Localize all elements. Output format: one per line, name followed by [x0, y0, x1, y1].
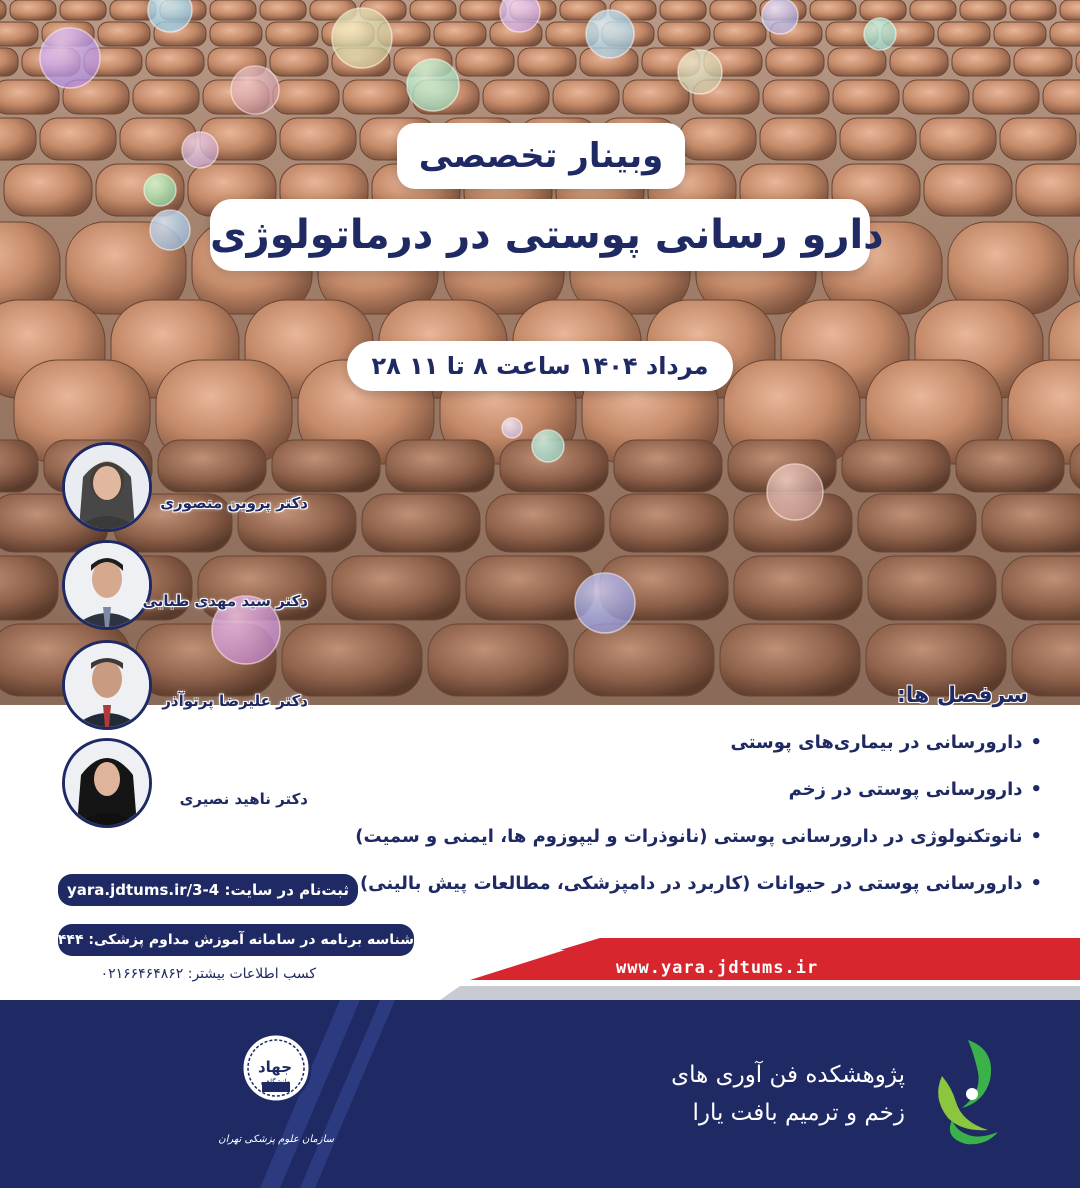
skin-cell	[924, 164, 1012, 216]
skin-cell	[1014, 48, 1072, 76]
nanoparticle-highlight	[762, 0, 798, 34]
skin-cell	[982, 494, 1080, 552]
nanoparticle-highlight	[767, 464, 823, 520]
skin-cell	[456, 48, 514, 76]
skin-cell	[4, 164, 92, 216]
nanoparticle-highlight	[144, 174, 176, 206]
skin-cell	[714, 22, 766, 46]
skin-cell	[973, 80, 1039, 114]
skin-cell	[332, 556, 460, 620]
skin-cell	[270, 48, 328, 76]
skin-cell	[0, 22, 38, 46]
skin-cell	[40, 118, 116, 160]
topic-item	[322, 732, 1042, 779]
nanoparticle-highlight	[332, 8, 392, 68]
skin-cell	[273, 80, 339, 114]
speaker-photo	[62, 738, 152, 828]
jahad-logo-subtext: دانشگاهی	[260, 1078, 290, 1086]
speaker-card	[58, 540, 308, 634]
speaker-name: دکتر سید مهدی طبایی	[142, 592, 308, 610]
institute-name-line1: پژوهشکده فن آوری های	[671, 1062, 905, 1088]
nanoparticle-highlight	[502, 418, 522, 438]
nanoparticle-highlight	[532, 430, 564, 462]
speaker-photo	[62, 640, 152, 730]
skin-cell	[610, 494, 728, 552]
skin-cell	[956, 440, 1064, 492]
institute-name-line2: زخم و ترمیم بافت یارا	[692, 1100, 905, 1126]
topic-text: دارورسانی پوستی در زخم	[788, 779, 1023, 800]
speaker-photo	[62, 540, 152, 630]
skin-cell	[0, 556, 58, 620]
topic-text: دارورسانی در بیماری‌های پوستی	[730, 732, 1023, 753]
skin-cell	[133, 80, 199, 114]
speaker-name: دکتر ناهید نصیری	[179, 790, 308, 808]
yara-logo-icon	[928, 1036, 1004, 1148]
cme-program-id: شناسه برنامه در سامانه آموزش مداوم پزشکی: ۳۳۶۴۴۴	[58, 924, 414, 956]
topic-item	[322, 779, 1042, 826]
skin-cell	[10, 0, 56, 20]
skin-cell	[658, 22, 710, 46]
topic-item	[322, 873, 1042, 920]
skin-cell	[574, 624, 714, 696]
speaker-card	[58, 640, 308, 734]
speaker-name: دکتر پروین منصوری	[160, 494, 308, 512]
skin-cell	[1043, 80, 1080, 114]
skin-cell	[614, 440, 722, 492]
skin-cell	[266, 22, 318, 46]
skin-cell	[386, 440, 494, 492]
skin-cell	[660, 0, 706, 20]
skin-cell	[518, 48, 576, 76]
nanoparticle-highlight	[231, 66, 279, 114]
skin-cell	[553, 80, 619, 114]
skin-cell	[1002, 556, 1080, 620]
skin-cell	[210, 0, 256, 20]
nanoparticle-highlight	[586, 10, 634, 58]
skin-cell	[994, 22, 1046, 46]
speaker-card	[58, 442, 308, 536]
nanoparticle-highlight	[864, 18, 896, 50]
skin-cell	[0, 48, 18, 76]
jahad-caption: سازمان علوم پزشکی تهران	[218, 1134, 334, 1145]
skin-cell	[763, 80, 829, 114]
nanoparticle-highlight	[678, 50, 722, 94]
institute-name	[671, 1056, 905, 1132]
skin-cell	[0, 440, 38, 492]
date-time-badge: ۲۸ مرداد ۱۴۰۴ ساعت ۸ تا ۱۱	[347, 341, 733, 391]
skin-cell	[362, 494, 480, 552]
speaker-photo	[62, 442, 152, 532]
topic-text: نانوتکنولوژی در دارورسانی پوستی (نانوذرات و لیپوزوم ها، ایمنی و سمیت)	[355, 826, 1023, 847]
skin-cell	[210, 22, 262, 46]
topic-text: دارورسانی پوستی در حیوانات (کاربرد در دامپزشکی، مطالعات پیش بالینی)	[359, 873, 1023, 894]
skin-cell	[428, 624, 568, 696]
skin-cell	[833, 80, 899, 114]
skin-cell	[98, 22, 150, 46]
skin-cell	[960, 0, 1006, 20]
bullet-icon: •	[1030, 732, 1042, 753]
skin-cell	[460, 0, 506, 20]
navy-band	[0, 1000, 1080, 1188]
bullet-icon: •	[1030, 873, 1042, 894]
skin-cell	[680, 118, 756, 160]
skin-cell	[810, 0, 856, 20]
skin-cell	[720, 624, 860, 696]
skin-cell	[623, 80, 689, 114]
topics-heading: سرفصل ها:	[896, 683, 1028, 708]
skin-cell	[910, 0, 956, 20]
skin-cell	[766, 48, 824, 76]
skin-cell	[1050, 22, 1080, 46]
skin-cell	[60, 0, 106, 20]
nanoparticle-highlight	[40, 28, 100, 88]
bullet-icon: •	[1030, 779, 1042, 800]
skin-cell	[486, 494, 604, 552]
skin-cell	[466, 556, 594, 620]
skin-cell	[1076, 48, 1080, 76]
speaker-card	[58, 738, 308, 832]
jahad-logo-text: جهاد	[257, 1058, 293, 1076]
skin-cell	[842, 440, 950, 492]
skin-cell	[868, 556, 996, 620]
skin-cell	[1000, 118, 1076, 160]
skin-cell	[840, 118, 916, 160]
webinar-subject: دارو رسانی پوستی در درماتولوژی	[210, 199, 870, 271]
speaker-name: دکتر علیرضا پرتوآذر	[162, 692, 308, 710]
topics-list	[322, 732, 1042, 920]
skin-cell	[760, 118, 836, 160]
skin-cell	[860, 0, 906, 20]
skin-cell	[483, 80, 549, 114]
skin-cell	[710, 0, 756, 20]
skin-cell	[890, 48, 948, 76]
skin-cell	[1074, 222, 1080, 314]
nanoparticle-highlight	[407, 59, 459, 111]
skin-cell	[938, 22, 990, 46]
skin-cell	[260, 0, 306, 20]
skin-cell	[920, 118, 996, 160]
website-url[interactable]: www.yara.jdtums.ir	[616, 958, 819, 978]
skin-cell	[1016, 164, 1080, 216]
nanoparticle-highlight	[150, 210, 190, 250]
skin-cell	[858, 494, 976, 552]
nanoparticle-highlight	[182, 132, 218, 168]
registration-link[interactable]: ثبت‌نام در سایت: yara.jdtums.ir/3-4	[58, 874, 358, 906]
nanoparticle-highlight	[575, 573, 635, 633]
topic-item	[322, 826, 1042, 873]
skin-cell	[434, 22, 486, 46]
skin-cell	[0, 118, 36, 160]
skin-cell	[734, 556, 862, 620]
nanoparticle-highlight	[500, 0, 540, 32]
webinar-title: وبینار تخصصی	[397, 123, 685, 189]
skin-cell	[1060, 0, 1080, 20]
skin-cell	[343, 80, 409, 114]
contact-phone: کسب اطلاعات بیشتر: ۰۲۱۶۶۴۶۴۸۶۲	[100, 966, 316, 982]
skin-cell	[952, 48, 1010, 76]
skin-cell	[903, 80, 969, 114]
skin-cell	[146, 48, 204, 76]
skin-cell	[828, 48, 886, 76]
skin-cell	[410, 0, 456, 20]
skin-cell	[0, 80, 59, 114]
skin-cell	[0, 0, 6, 20]
skin-cell	[280, 118, 356, 160]
bullet-icon: •	[1030, 826, 1042, 847]
skin-cell	[1010, 0, 1056, 20]
